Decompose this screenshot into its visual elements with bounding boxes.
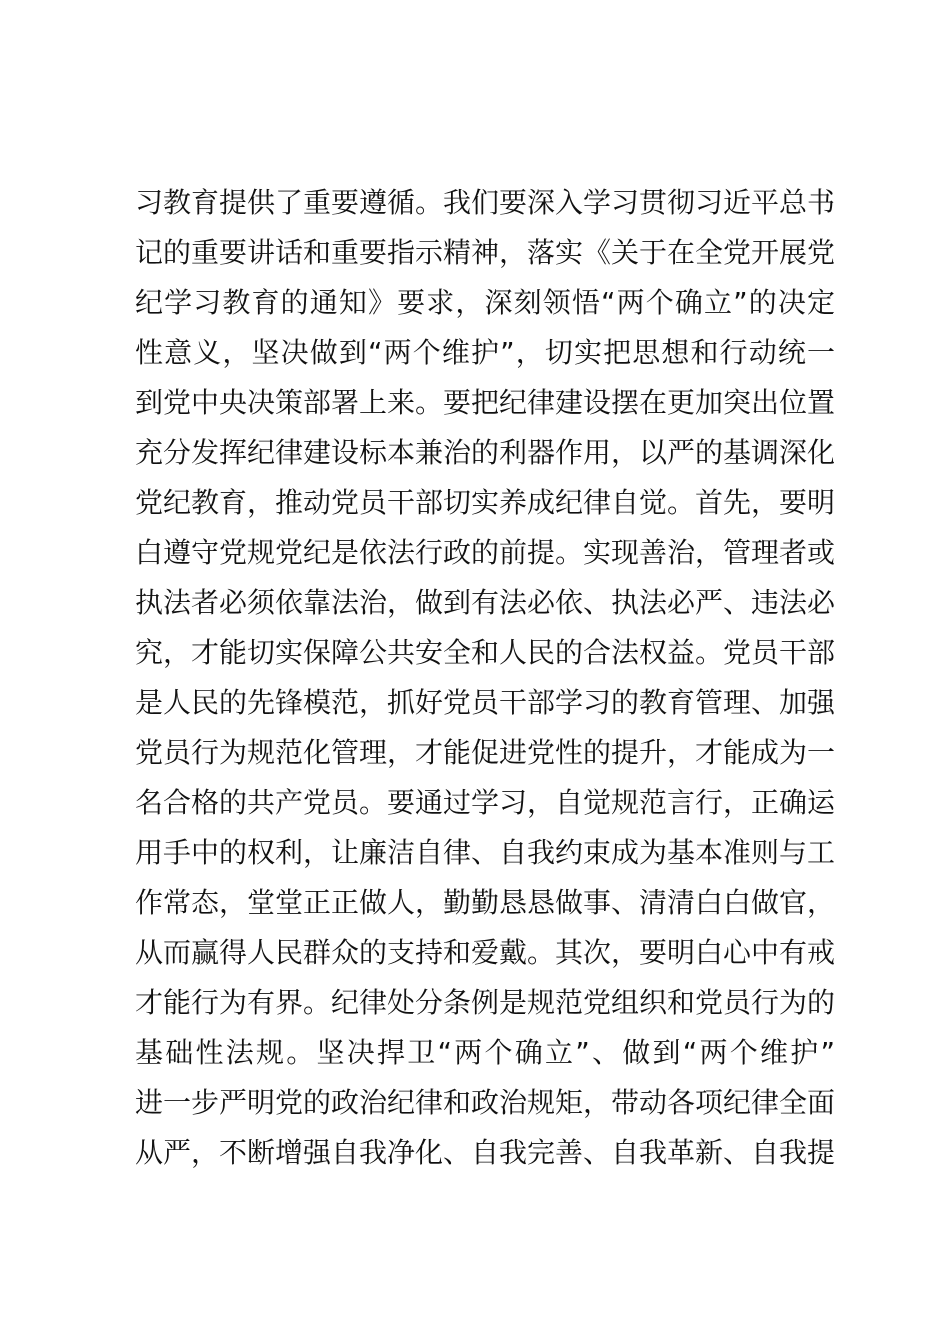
text-line: 进一步严明党的政治纪律和政治规矩，带动各项纪律全面 <box>135 1086 835 1119</box>
text-line: 从严，不断增强自我净化、自我完善、自我革新、自我提 <box>135 1136 835 1169</box>
text-line: 习教育提供了重要遵循。我们要深入学习贯彻习近平总书 <box>135 186 835 219</box>
text-line: 从而赢得人民群众的支持和爱戴。其次，要明白心中有戒 <box>135 936 835 969</box>
text-line: 执法者必须依靠法治，做到有法必依、执法必严、违法必 <box>135 586 835 619</box>
text-line: 到党中央决策部署上来。要把纪律建设摆在更加突出位置 <box>135 386 835 419</box>
text-line: 基础性法规。坚决捍卫“两个确立”、做到“两个维护” <box>135 1036 835 1069</box>
text-line: 才能行为有界。纪律处分条例是规范党组织和党员行为的 <box>135 986 835 1019</box>
text-line: 充分发挥纪律建设标本兼治的利器作用，以严的基调深化 <box>135 436 835 469</box>
body-paragraph <box>135 178 835 1178</box>
text-line: 性意义，坚决做到“两个维护”，切实把思想和行动统一 <box>135 336 835 369</box>
text-line: 党纪教育，推动党员干部切实养成纪律自觉。首先，要明 <box>135 486 835 519</box>
text-line: 用手中的权利，让廉洁自律、自我约束成为基本准则与工 <box>135 836 835 869</box>
text-line: 记的重要讲话和重要指示精神，落实《关于在全党开展党 <box>135 236 835 269</box>
text-line: 作常态，堂堂正正做人，勤勤恳恳做事、清清白白做官， <box>135 886 835 919</box>
text-line: 白遵守党规党纪是依法行政的前提。实现善治，管理者或 <box>135 536 835 569</box>
text-line: 纪学习教育的通知》要求，深刻领悟“两个确立”的决定 <box>135 286 835 319</box>
text-line: 党员行为规范化管理，才能促进党性的提升，才能成为一 <box>135 736 835 769</box>
text-line: 名合格的共产党员。要通过学习，自觉规范言行，正确运 <box>135 786 835 819</box>
text-line: 是人民的先锋模范，抓好党员干部学习的教育管理、加强 <box>135 686 835 719</box>
text-line: 究，才能切实保障公共安全和人民的合法权益。党员干部 <box>135 636 835 669</box>
